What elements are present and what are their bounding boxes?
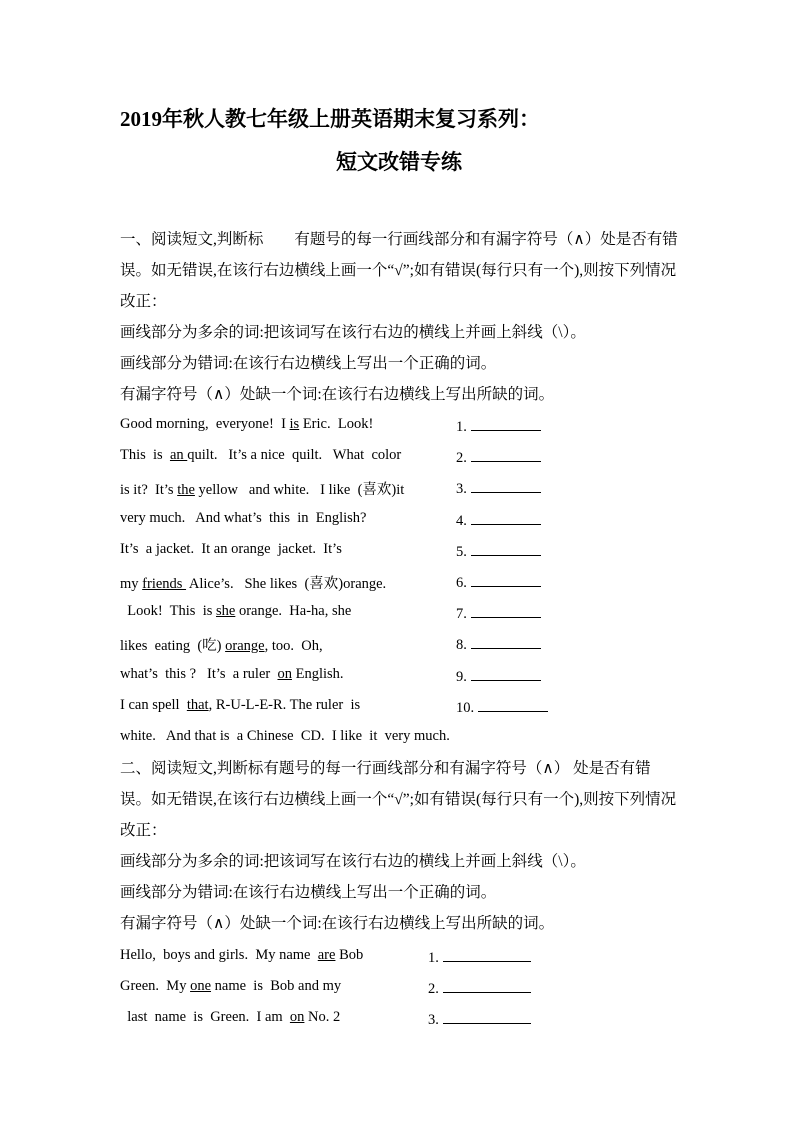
sentence-text [120, 666, 344, 683]
section2-instructions [120, 753, 680, 939]
sentence-after-underline: Eric. Look! [299, 416, 374, 432]
sentence-text [120, 603, 351, 620]
question-number: 7. [456, 606, 467, 623]
sentence-before-underline: Green. My [120, 978, 191, 994]
answer-slot [428, 947, 531, 967]
underlined-word: the [177, 482, 195, 499]
sentence-text [120, 634, 323, 655]
question-number: 10. [456, 699, 475, 716]
section2-intro: 二、阅读短文,判断标有题号的每一行画线部分和有漏字符号（∧） 处是否有错误。如无错误,在该行右边横线上画一个“√”;如有错误(每行只有一个),则按下列情况改正： [120, 760, 677, 839]
underlined-word: one [190, 978, 212, 994]
underlined-word: an [169, 447, 188, 464]
sentence-before-underline: Look! This is [120, 603, 216, 620]
sentence-after-underline: , R-U-L-E-R. The ruler is [208, 696, 361, 713]
underlined-word: on [277, 665, 292, 682]
answer-blank[interactable] [471, 603, 541, 618]
question-number: 3. [428, 1012, 439, 1028]
sentence-before-underline: last name is Green. I am [120, 1009, 290, 1025]
answer-blank[interactable] [471, 666, 541, 681]
answer-slot [456, 541, 541, 561]
question-number: 9. [456, 668, 467, 685]
sentence-after-underline: yellow and white. I like (喜欢)it [194, 482, 405, 499]
question-number: 1. [428, 950, 439, 966]
sentence-before-underline: likes eating (吃) [120, 638, 226, 655]
question-number: 8. [456, 637, 467, 654]
answer-slot [456, 478, 541, 498]
answer-blank[interactable] [443, 1009, 531, 1024]
answer-blank[interactable] [471, 541, 541, 556]
answer-slot [456, 697, 548, 717]
sentence-text [120, 510, 366, 527]
underlined-word: are [317, 947, 336, 963]
sentence-text [120, 978, 341, 995]
sentence-text [120, 416, 373, 433]
worksheet-page: 2019年秋人教七年级上册英语期末复习系列： 短文改错专练 一、阅读短文,判断标 有题号的每一行画线部分和有漏字符号（∧）处是否有错误。如无错误,在该行右边横线上画一个“√”;如有错误(每行只有一个),则按下列情况改正： 画线部分为多余的词:把该词写在该行右边的横线上并画上斜线（\）。 画线部分为错词:在该行右边横线上写出一个正确的词。 有漏字符号（∧）处缺一个词:在该行右边横线上写出所缺的词。 Good morning, everyone! I is Eric. Look! 1. This is an quilt. It’s a nice quilt. What color 2. is it? It’s the yellow and white. I like (喜欢)it 3. very much. And what’s this in English? 4. It’s a jacket. It an orange jacket. It’s 5. my friends Alice’s. She likes (喜欢)orange. 6. Look! This is she orange. Ha-ha, she 7. likes eating (吃) orange, too. Oh, 8. what’s this ? It’s a ruler on English. 9. I can spell that, R-U-L-E-R. The ruler is 10. white. And that is a Chinese CD. I like it very much. 二、阅读短文,判断标有题号的每一行画线部分和有漏字符号（∧） 处是否有错误。如无错误,在该行右边横线上画一个“√”;如有错误(每行只有一个),则按下列情况改正： 画线部分为多余的词:把该词写在该行右边的横线上并画上斜线（\）。 画线部分为错词:在该行右边横线上写出一个正确的词。 有漏字符号（∧）处缺一个词:在该行右边横线上写出所缺的词。 Hello, boys and girls. My name are Bob 1. Green. My one name is Bob and my 2. last name is Green. I am on No. 2 3. [0, 0, 794, 1123]
sentence-after-underline: name is Bob and my [211, 978, 342, 994]
answer-slot [456, 634, 541, 654]
section2-rule-extra-word: 画线部分为多余的词:把该词写在该行右边的横线上并画上斜线（\）。 [120, 853, 586, 870]
answer-blank[interactable] [471, 510, 541, 525]
question-number: 3. [456, 481, 467, 498]
answer-slot [456, 510, 541, 530]
answer-blank[interactable] [471, 572, 541, 587]
question-number: 2. [456, 450, 467, 467]
answer-blank[interactable] [471, 478, 541, 493]
section1-instructions [120, 224, 680, 410]
answer-slot [456, 572, 541, 592]
underlined-word: is [289, 416, 300, 432]
answer-blank[interactable] [471, 634, 541, 649]
question-number: 6. [456, 575, 467, 591]
answer-slot [456, 416, 541, 436]
question-number: 4. [456, 512, 467, 529]
worksheet-subtitle: 短文改错专练 [336, 150, 462, 174]
sentence-after-underline: No. 2 [304, 1009, 341, 1025]
section2-rule-wrong-word: 画线部分为错词:在该行右边横线上写出一个正确的词。 [120, 884, 497, 901]
question-number: 2. [428, 981, 439, 997]
answer-slot [428, 978, 531, 998]
sentence-after-underline: English. [291, 665, 344, 682]
underlined-word: orange [225, 638, 265, 655]
sentence-after-underline: , too. Oh, [264, 638, 323, 655]
answer-blank[interactable] [471, 447, 541, 462]
answer-blank[interactable] [471, 416, 541, 431]
answer-slot [456, 666, 541, 686]
sentence-before-underline: Hello, boys and girls. My name [120, 947, 318, 963]
sentence-before-underline: I can spell [120, 696, 187, 713]
question-number: 1. [456, 419, 467, 435]
sentence-before-underline: It’s a jacket. It an orange jacket. It’s [120, 540, 342, 557]
sentence-text [120, 478, 404, 499]
question-number: 5. [456, 543, 467, 560]
sentence-after-underline: Alice’s. She likes (喜欢)orange. [186, 576, 387, 592]
sentence-before-underline: my [120, 576, 143, 592]
sentence-text [120, 447, 401, 464]
sentence-text [120, 947, 363, 964]
sentence-text [120, 697, 360, 714]
worksheet-title: 2019年秋人教七年级上册英语期末复习系列： [120, 107, 540, 131]
sentence-text [120, 541, 342, 558]
underlined-word: that [186, 696, 209, 713]
sentence-before-underline: Good morning, everyone! I [120, 416, 290, 432]
answer-slot [456, 603, 541, 623]
sentence-after-underline: orange. Ha-ha, she [235, 603, 352, 620]
answer-slot [456, 447, 541, 467]
section1-rule-extra-word: 画线部分为多余的词:把该词写在该行右边的横线上并画上斜线（\）。 [120, 324, 586, 341]
sentence-after-underline: quilt. It’s a nice quilt. What color [187, 447, 402, 464]
section1-intro: 一、阅读短文,判断标 有题号的每一行画线部分和有漏字符号（∧）处是否有错误。如无错误,在该行右边横线上画一个“√”;如有错误(每行只有一个),则按下列情况改正： [120, 231, 678, 310]
sentence-before-underline: This is [120, 447, 170, 464]
answer-slot [428, 1009, 531, 1029]
sentence-text [120, 572, 386, 593]
underlined-word: she [216, 603, 236, 620]
section1-rule-wrong-word: 画线部分为错词:在该行右边横线上写出一个正确的词。 [120, 355, 497, 372]
answer-blank[interactable] [443, 947, 531, 962]
sentence-after-underline: Bob [335, 947, 364, 963]
section1-rule-missing-word: 有漏字符号（∧）处缺一个词:在该行右边横线上写出所缺的词。 [120, 386, 555, 403]
section2-rule-missing-word: 有漏字符号（∧）处缺一个词:在该行右边横线上写出所缺的词。 [120, 915, 555, 932]
sentence-before-underline: what’s this ? It’s a ruler [120, 665, 278, 682]
underlined-word: on [289, 1009, 305, 1025]
answer-blank[interactable] [443, 978, 531, 993]
underlined-word: friends [142, 576, 187, 592]
answer-blank[interactable] [478, 697, 548, 712]
sentence-text [120, 1009, 340, 1026]
sentence-before-underline: is it? It’s [120, 482, 178, 499]
sentence-before-underline: very much. And what’s this in English? [120, 509, 367, 526]
